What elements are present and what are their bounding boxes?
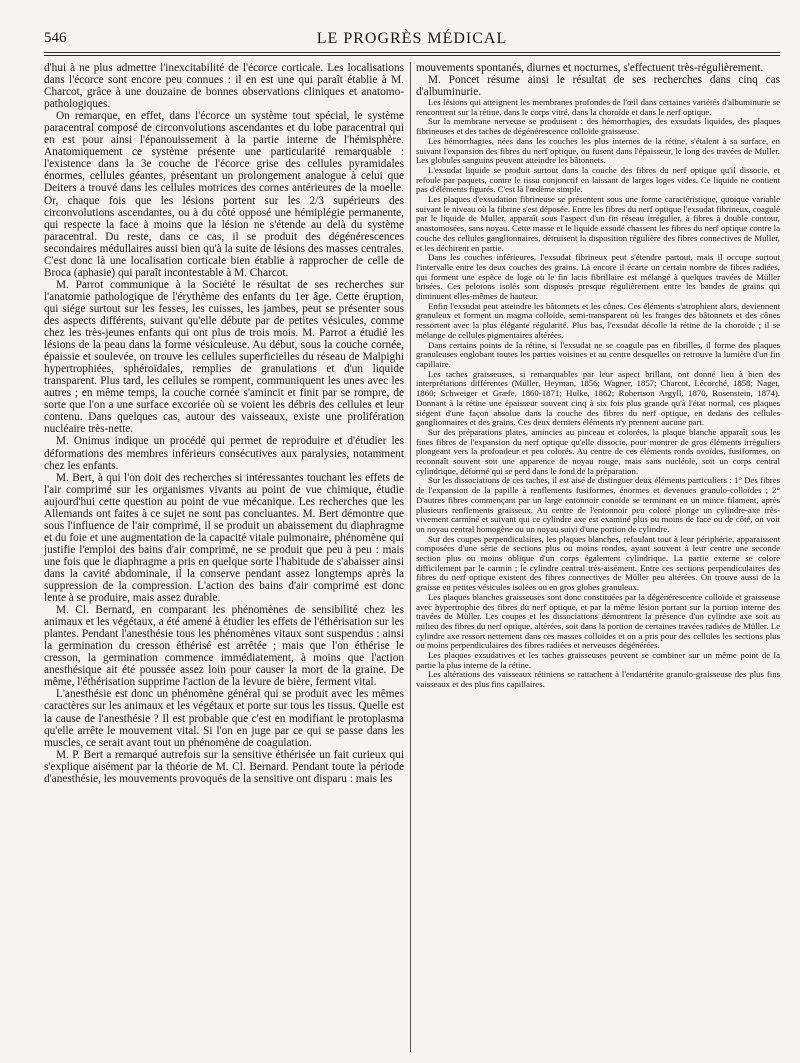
- report-paragraph: L'exsudat liquide se produit surtout dans la couche des fibres du nerf optique qu'il dissocie, et refoule par paquets, contre le tissu conjonctif en laissant de larges loges vides. Ce liquide ne contient pas d'éléments figurés. C'est là l'œdème simple.: [416, 164, 780, 195]
- paragraph: d'hui à ne plus admettre l'inexcitabilité de l'écorce corticale. Les localisations dans l'écorce sont encore peu connues : il en est une qui paraît établie à M. Charcot, grâce à une douzaine de bonnes observations cliniques et anatomo-pathologiques.: [44, 62, 404, 111]
- paragraph: M. Bert, à qui l'on doit des recherches si intéressantes touchant les effets de l'air comprimé sur les organismes vivants au point de vue chimique, étudie aujourd'hui cette question au point de vue mécanique. Les recherches que les Allemands ont faites à ce sujet ne sont pas concluantes. M. Bert démontre que sous l'influence de l'air comprimé, il se produit un abaissement du diaphragme et du foie et une augmentation de la capacité vitale pulmonaire, phénomène qui justifie l'emploi des bains d'air comprimé, ne se produit que peu à peu : mais une fois que le diaphragme a pris en quelque sorte l'habitude de s'abaisser ainsi dans la cavité abdominale, il la conserve pendant assez longtemps après la suppression de la compression. L'action des bains d'air comprimé est donc lente à se produire, mais assez durable.: [44, 471, 404, 605]
- page-header: [44, 30, 780, 50]
- paragraph: M. Cl. Bernard, en comparant les phénomènes de sensibilité chez les animaux et les végétaux, a été amené à étudier les effets de l'éthérisation sur les plantes. Pendant l'anesthésie tous les phénomènes vitaux sont suspendus : ainsi la germination du cresson éthérisé est arrêtée ; mais que l'on éthérise le cresson, la germination commence immédiatement, à moins que l'action anesthésique ait été poussée assez loin pour causer la mort de la graine. De même, l'éthérisation supprime l'action de la levure de bière, ferment vital.: [44, 604, 404, 689]
- report-paragraph: Les taches graisseuses, si remarquables par leur aspect brillant, ont donné lieu à bien des interprétations différentes (Müller, Heyman, 1856; Wagner, 1857; Charcot, Lécorché, 1858; Naget, 1860; Schweiger et Græfe, 1860-1871; Hulke, 1862; Robertson Argyll, 1870, Rosenstein, 1874). Donnant à la rétine une épaisseur souvent cinq à six fois plus grande qu'à l'état normal, ces plaques siégent d'une façon absolue dans la couche des fibres du nerf optique, en dedans des cellules ganglionnaires et des grains. Ces deux derniers éléments n'y prennent aucune part.: [416, 368, 780, 428]
- report-paragraph: Les plaques blanches graisseuses sont donc constituées par la dégénérescence colloïde et graisseuse avec hypertrophie des fibres du nerf optique, et par la même lésion portant sur la portion interne des travées de Müller. Les coupes et les dissociations démontrent la présence d'un cylindre axe soit au milieu des fibres du nerf optique, altérées, soit dans la portion de certaines travées radiées de Müller. Le cylindre axe ressort nettement dans ces masses colloïdes et on a pris pour des cellules les sections plus ou moins perpendiculaires des fibres radiées et nerveuses dégénérées.: [416, 591, 780, 651]
- header-rule: [44, 52, 780, 53]
- paragraph: M. P. Bert a remarqué autrefois sur la sensitive éthérisée un fait curieux qui s'explique aisément par la théorie de M. Cl. Bernard. Pendant toute la période d'anesthésie, les mouvements provoqués de la sensitive ont disparu : mais les: [44, 748, 404, 785]
- report-paragraph: Les plaques d'exsudation fibrineuse se présentent sous une forme caractéristique, quoique variable suivant le niveau où la fibrine s'est déposée. Entre les fibres du nerf optique l'exsudat fibrineux, coagulé par le liquide de Muller, apparaît sous l'aspect d'un fin réseau irrégulier, à fibres à double contour, anastomosées, sans noyau. Cette masse et le liquide exsudé chassent les fibres du nerf optique contre la couche des cellules ganglionnaires, détruisent la disposition régulière des fibres connectives de Muller, et les déchirent en partie.: [416, 194, 780, 253]
- page-number: 546: [44, 30, 67, 46]
- left-column: [44, 62, 404, 1052]
- report-paragraph: Sur des coupes perpendiculaires, les plaques blanches, refoulant tout à leur périphérie, apparaissent composées d'une série de sections plus ou moins rondes, ayant souvent à leur centre une seconde section plus ou moins oblique d'un corps également cylindrique. La partie externe se colore difficilement par le carmin ; le cylindre central très-aisément. Entre ces sections perpendiculaires des fibres du nerf optique existent des fibres connectives de Müller peu altérées. On trouve aussi de la graisse en petites vésicules isolées ou en gros globes granuleux.: [416, 533, 780, 593]
- report-paragraph: Sur les dissociations de ces taches, il est aisé de distinguer deux éléments particuliers : 1° Des fibres de l'expansion de la papille à renflements fusiformes, énormes et devenues granulo-colloïdes ; 2° D'autres fibres commençant par un large entonnoir conoïde se terminant en un mince filament, après plusieurs renflements graisseux. Au centre de l'entonnoir peu coloré plonge un cylindre-axe très-vivement carminé et suivant qui ce cylindre axe est examiné plus ou moins de face ou de côté, on voit un noyau central homogène ou un noyau suivi d'une portion de cylindre.: [416, 475, 780, 534]
- paragraph: L'anesthésie est donc un phénomène général qui se produit avec les mêmes caractères sur les animaux et les végétaux et porte sur tous les tissus. Quelle est la cause de l'anesthésie ? Il est probable que c'est en modifiant le protoplasma qu'elle arrête le mouvement vital. Si l'on en juge par ce qui se passe dans les muscles, ce serait avant tout un phénomène de coagulation.: [44, 688, 404, 749]
- paragraph: M. Onimus indique un procédé qui permet de reproduire et d'étudier les déformations des membres inférieurs consécutives aux paralysies, notamment chez les enfants.: [44, 435, 404, 472]
- report-paragraph: Les hémorrhagies, nées dans les couches les plus internes de la rétine, s'étalent à sa surface, en suivant l'expansion des fibres du nerf optique, ou fusent dans l'épaisseur, le long des travées de Muller. Les globules sanguins peuvent atteindre les bâtonnets.: [416, 135, 780, 166]
- report-paragraph: Les lésions qui atteignent les membranes profondes de l'œil dans certaines variétés d'albuminurie se rencontrent sur la rétine, dans le corps vitré, dans la choroïde et dans le nerf optique.: [416, 97, 780, 117]
- report-paragraph: Enfin l'exsudat peut atteindre les bâtonnets et les cônes. Ces éléments s'atrophient alors, deviennent granuleux et forment un magma colloïde, semi-transparent où les franges des bâtonnets et des cônes ressortent avec la plus élégante régularité. Plus bas, l'exsudat décolle la rétine de la choroïde ; il se mélange de cellules pigmentaires altérées.: [416, 300, 780, 340]
- header-rule-lower: [44, 55, 780, 56]
- journal-title: LE PROGRÈS MÉDICAL: [316, 30, 508, 47]
- report-paragraph: Sur des préparations plates, amincies au pinceau et colorées, la plaque blanche apparaît sous les fines fibres de l'expansion du nerf optique qu'elle dissocie, pour montrer de gros éléments irréguliers plongeant vers la profondeur et peu colorés. Au centre de ces éléments ronds ovoïdes, fusiformes, on reconnaît souvent soit une apparence de noyau rouge, mais sans nucléole, soit un corps central cylindrique, déformé qui se perd dans le fond de la préparation.: [416, 426, 780, 476]
- report-paragraph: Dans certains points de la rétine, si l'exsudat ne se coagule pas en fibrilles, il forme des plaques granuleuses englobant toutes les parties voisines et au centre desquelles on retrouve la lumière d'un fin capillaire.: [416, 339, 780, 369]
- paragraph: On remarque, en effet, dans l'écorce un système tout spécial, le système paracentral composé de circonvolutions ascendantes et du lobe paracentral qui en est pour ainsi l'épanouissement à la partie interne de l'hémisphère. Anatomiquement ce système présente une particularité remarquable : l'existence dans la 3e couche de l'écorce grise des cellules pyramidales énormes, cellules géantes, présentant un prolongement analogue à celui que Deiters a trouvé dans les cellules motrices des cornes antérieures de la moelle. Or, chaque fois que les lésions portent sur les 2/3 supérieurs des circonvolutions ascendantes, ou à du côté opposé une hémiplégie permanente, qui respecte la face à moins que la lésion ne s'étende au delà du système paracentral. Du reste, dans ce cas, il se produit des dégénérescences secondaires médullaires aussi bien qu'à la suite de lésions des masses centrales. C'est donc là une localisation corticale bien établie à rapprocher de celle de Broca (aphasie) qui paraît incontestable à M. Charcot.: [44, 110, 404, 279]
- paragraph: M. Poncet résume ainsi le résultat de ses recherches dans cinq cas d'albuminurie.: [416, 74, 780, 98]
- report-paragraph: Les plaques exsudatives et les taches graisseuses peuvent se combiner sur un même point de la partie la plus interne de la rétine.: [416, 650, 780, 670]
- right-column: [416, 62, 780, 1052]
- report-paragraph: Sur la membrane nerveuse se produisent : des hémorrhagies, des exsudats liquides, des plaques fibrineuses et des taches de dégénérescence colloïde graisseuse.: [416, 116, 780, 137]
- report-paragraph: Les altérations des vaisseaux rétiniens se rattachent à l'endartérite granulo-graisseuse des plus fins vaisseaux et des plus fins capillaires.: [416, 669, 780, 690]
- column-divider: [410, 62, 411, 1052]
- report-paragraph: Dans les couches inférieures, l'exsudat fibrineux peut s'étendre partout, mais il occupe surtout l'intervalle entre les deux couches des grains. Là encore il écarte un certain nombre de fibres radiées, qui forment une espèce de loge où le fin lacis fibrillaire est mélangé à quelques travées de Müller brisées. Ces pelotons isolés sont disposés presque régulièrement entre les bandes de grains qui diminuent elles-mêmes de hauteur.: [416, 252, 780, 302]
- paragraph: mouvements spontanés, diurnes et nocturnes, s'effectuent très-régulièrement.: [416, 62, 764, 74]
- paragraph: M. Parrot communique à la Société le résultat de ses recherches sur l'anatomie pathologique de l'érythème des enfants du 1er âge. Cette éruption, qui siége surtout sur les fesses, les cuisses, les jambes, peut se présenter sous des aspects différents, suivant qu'elle débute par de petites vésicules, comme chez les très-jeunes enfants qui ont plus de trois mois. M. Parrot a étudié les lésions de la peau dans la forme vésiculeuse. Au début, sous la couche cornée, épaissie et soulevée, on trouve les cellules superficielles du réseau de Malpighi hypertrophiées, sphéroïdales, remplies de granulations et d'un liquide transparent. Plus tard, les cellules se rompent, communiquent les unes avec les autres ; en même temps, la couche cornée s'amincit et finit par se rompre, de sorte que l'on a une surface excoriée où se voient les débris des cellules et leur contenu. Dans quelques cas, autour des vaisseaux, existe une prolifération nucléaire très-nette.: [44, 278, 404, 436]
